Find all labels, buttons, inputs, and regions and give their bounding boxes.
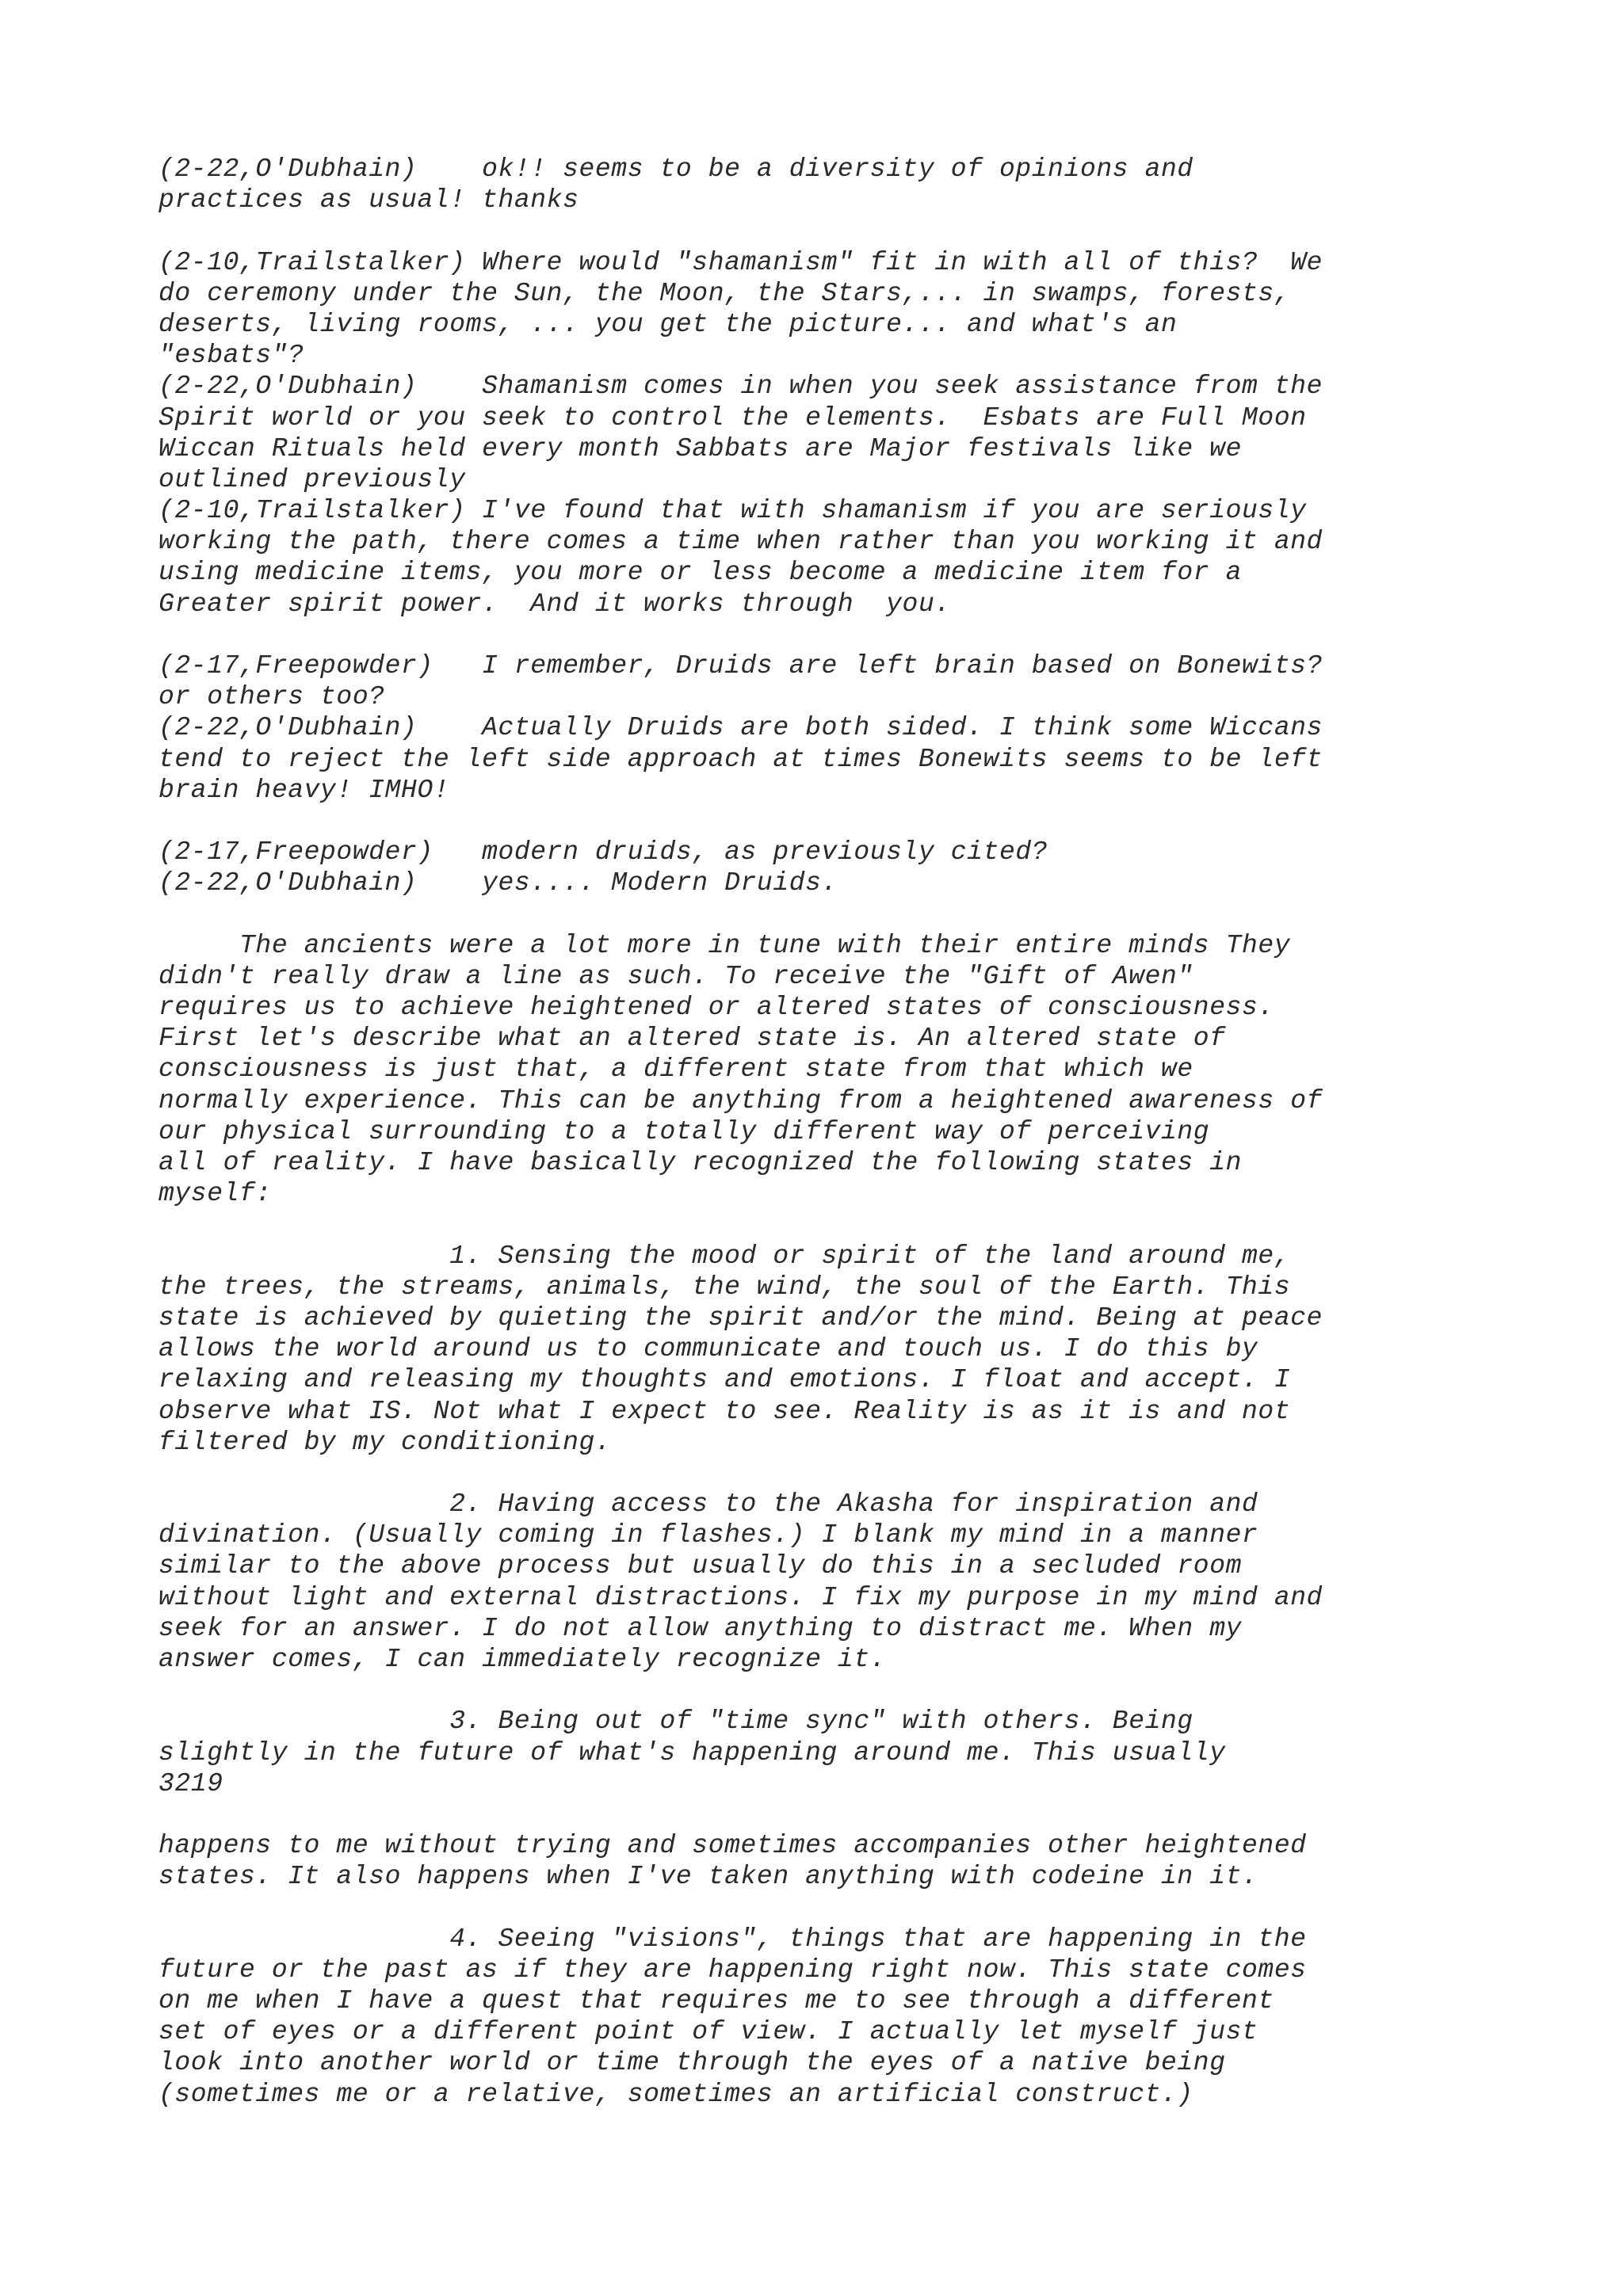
text-line: myself: [158, 1179, 272, 1209]
text-line: 1. Sensing the mood or spirit of the land around me, [158, 1241, 1291, 1271]
text-line: our physical surrounding to a totally different way of perceiving [158, 1116, 1210, 1146]
text-line: Wiccan Rituals held every month Sabbats are Major festivals like we [158, 433, 1243, 463]
text-line: The ancients were a lot more in tune with their entire minds They [158, 930, 1291, 960]
text-line: (2-17,Freepowder) I remember, Druids are left brain based on Bonewits? [158, 651, 1323, 681]
text-line: outlined previously [158, 464, 466, 494]
blank-line [158, 806, 1553, 837]
text-line: tend to reject the left side approach at times Bonewits seems to be left [158, 744, 1323, 774]
text-line: 3219 [158, 1768, 223, 1798]
text-line: set of eyes or a different point of view. I actually let myself just [158, 2017, 1258, 2047]
text-line: similar to the above process but usually do this in a secluded room [158, 1551, 1243, 1581]
blank-line [158, 1799, 1553, 1830]
text-line: (2-22,O'Dubhain) ok!! seems to be a diversity of opinions and [158, 154, 1193, 184]
text-line: without light and external distractions. I fix my purpose in my mind and [158, 1582, 1323, 1612]
text-line: observe what IS. Not what I expect to see. Reality is as it is and not [158, 1396, 1291, 1426]
blank-line [158, 1209, 1553, 1240]
text-line: (2-17,Freepowder) modern druids, as previously cited? [158, 837, 1048, 868]
text-line: (2-22,O'Dubhain) Actually Druids are both sided. I think some Wiccans [158, 713, 1323, 743]
text-line: requires us to achieve heightened or altered states of consciousness. [158, 993, 1274, 1023]
text-line: practices as usual! thanks [158, 185, 579, 215]
text-line: all of reality. I have basically recognized the following states in [158, 1148, 1243, 1177]
text-line: divination. (Usually coming in flashes.) I blank my mind in a manner [158, 1520, 1258, 1550]
text-line: (2-22,O'Dubhain) Shamanism comes in when you seek assistance from the [158, 372, 1323, 402]
text-line: on me when I have a quest that requires me to see through a different [158, 1986, 1274, 2016]
text-line: 2. Having access to the Akasha for inspiration and [158, 1489, 1258, 1520]
text-line: deserts, living rooms, ... you get the picture... and what's an [158, 309, 1178, 339]
text-line: do ceremony under the Sun, the Moon, the Stars,... in swamps, forests, [158, 278, 1291, 308]
blank-line [158, 620, 1553, 650]
text-line: (2-10,Trailstalker) Where would "shamanism" fit in with all of this? We [158, 247, 1323, 277]
document-page [158, 154, 1553, 2110]
text-line: normally experience. This can be anything from a heightened awareness of [158, 1085, 1323, 1116]
text-line: or others too? [158, 682, 385, 712]
text-line: state is achieved by quieting the spirit and/or the mind. Being at peace [158, 1302, 1323, 1333]
text-line: "esbats"? [158, 341, 304, 371]
blank-line [158, 1675, 1553, 1706]
text-line: happens to me without trying and sometimes accompanies other heightened [158, 1831, 1307, 1861]
blank-line [158, 899, 1553, 930]
text-line: Spirit world or you seek to control the elements. Esbats are Full Moon [158, 402, 1307, 433]
text-line: states. It also happens when I've taken anything with codeine in it. [158, 1862, 1258, 1892]
text-line: slightly in the future of what's happening around me. This usually [158, 1737, 1226, 1768]
text-line: relaxing and releasing my thoughts and emotions. I float and accept. I [158, 1365, 1291, 1395]
text-line: seek for an answer. I do not allow anything to distract me. When my [158, 1613, 1243, 1643]
text-line: future or the past as if they are happening right now. This state comes [158, 1955, 1307, 1985]
text-line: look into another world or time through the eyes of a native being [158, 2048, 1226, 2078]
text-line: answer comes, I can immediately recognize it. [158, 1645, 887, 1674]
text-line: 3. Being out of "time sync" with others. Being [158, 1707, 1193, 1737]
text-line: working the path, there comes a time when rather than you working it and [158, 527, 1323, 557]
text-line: (sometimes me or a relative, sometimes an artificial construct.) [158, 2079, 1193, 2109]
text-line: (2-22,O'Dubhain) yes.... Modern Druids. [158, 868, 838, 898]
text-line: consciousness is just that, a different state from that which we [158, 1055, 1193, 1085]
blank-line [158, 1893, 1553, 1924]
text-line: using medicine items, you more or less become a medicine item for a [158, 558, 1243, 588]
text-line: didn't really draw a line as such. To receive the "Gift of Awen" [158, 961, 1193, 991]
text-line: Greater spirit power. And it works through you. [158, 589, 951, 619]
text-line: 4. Seeing "visions", things that are happening in the [158, 1924, 1307, 1954]
blank-line [158, 215, 1553, 246]
text-line: First let's describe what an altered state is. An altered state of [158, 1024, 1226, 1054]
text-line: filtered by my conditioning. [158, 1427, 612, 1457]
text-line: allows the world around us to communicate and touch us. I do this by [158, 1334, 1258, 1364]
blank-line [158, 1458, 1553, 1489]
text-line: the trees, the streams, animals, the wind, the soul of the Earth. This [158, 1272, 1291, 1302]
text-line: brain heavy! IMHO! [158, 775, 450, 805]
text-line: (2-10,Trailstalker) I've found that with shamanism if you are seriously [158, 496, 1307, 526]
